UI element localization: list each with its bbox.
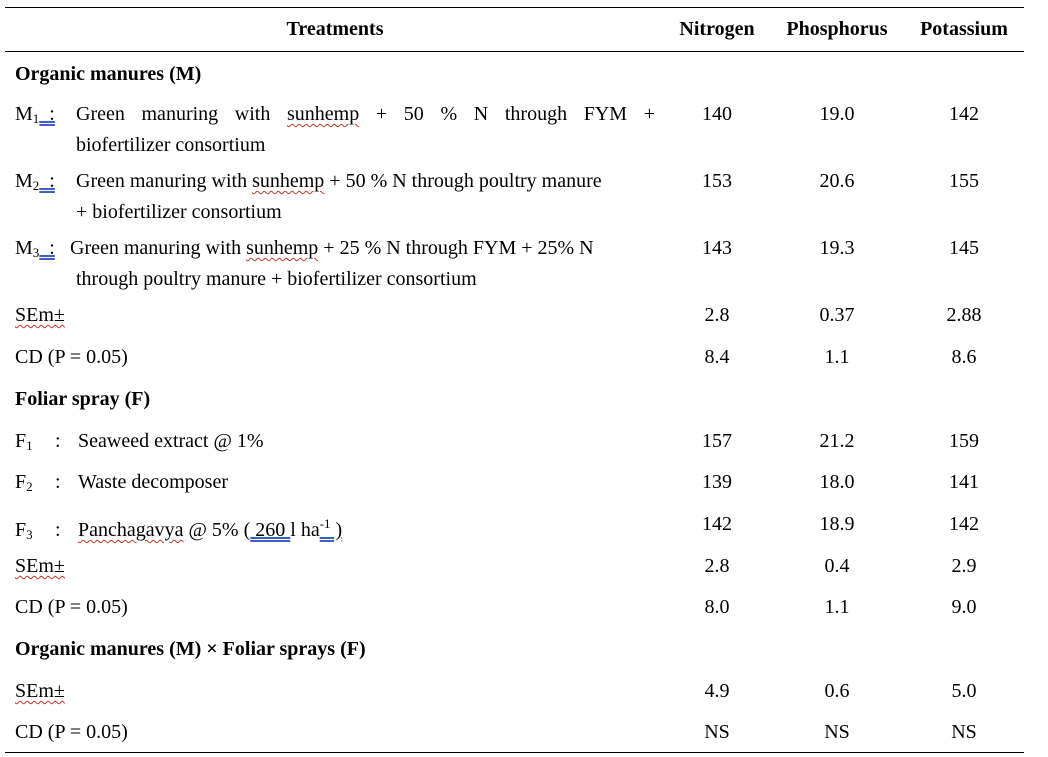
- sem-f-label: SEm±: [15, 555, 65, 577]
- f3-colon: :: [55, 519, 61, 541]
- treatment-f2: [15, 469, 655, 500]
- f3-dose: 260: [250, 519, 291, 541]
- sem-mf-nitrogen: 4.9: [704, 680, 730, 702]
- sem-mf-phosphorus: 0.6: [824, 680, 850, 702]
- f2-code: F: [15, 471, 27, 493]
- treatment-m2: [15, 168, 655, 225]
- m3-phosphorus: 19.3: [819, 237, 855, 259]
- cd-mf-nitrogen: NS: [704, 721, 730, 743]
- m3-line1: Green manuring with sunhemp + 25 % N through FYM + 25% N: [70, 237, 594, 259]
- f3-sup: -1: [319, 516, 331, 531]
- f2-potassium: 141: [949, 471, 979, 493]
- f3-close: ): [330, 519, 343, 541]
- sem-f-nitrogen: 2.8: [704, 555, 730, 577]
- header-potassium: Potassium: [920, 18, 1008, 40]
- sem-m-nitrogen: 2.8: [704, 304, 730, 326]
- f2-phosphorus: 18.0: [819, 471, 855, 493]
- sem-m-phosphorus: 0.37: [819, 304, 855, 326]
- m3-code: M: [15, 237, 33, 259]
- m1-sub: 1: [32, 111, 40, 126]
- cd-mf-label: CD (P = 0.05): [15, 721, 128, 743]
- sem-m-label: SEm±: [15, 304, 65, 326]
- header-phosphorus: Phosphorus: [786, 18, 888, 40]
- cd-m-potassium: 8.6: [951, 346, 977, 368]
- m2-potassium: 155: [949, 170, 979, 192]
- f1-nitrogen: 157: [702, 430, 732, 452]
- cd-f-potassium: 9.0: [951, 596, 977, 618]
- f1-sub: 1: [26, 438, 33, 453]
- f3-phosphorus: 18.9: [819, 513, 855, 535]
- header-treatments: Treatments: [286, 18, 384, 40]
- f2-colon: :: [55, 471, 61, 493]
- m2-code: M: [15, 170, 33, 192]
- cd-f-phosphorus: 1.1: [824, 596, 850, 618]
- top-rule: [5, 7, 1024, 8]
- cd-f-label: CD (P = 0.05): [15, 596, 128, 618]
- sem-f-phosphorus: 0.4: [824, 555, 850, 577]
- m1-nitrogen: 140: [702, 103, 732, 125]
- f1-potassium: 159: [949, 430, 979, 452]
- treatment-m3: [15, 235, 655, 292]
- section-title: Foliar spray (F): [15, 388, 151, 410]
- f2-nitrogen: 139: [702, 471, 732, 493]
- f2-desc: Waste decomposer: [78, 471, 228, 493]
- f3-code: F: [15, 519, 27, 541]
- m1-line1: Green manuring with sunhemp + 50 % N through FYM +: [76, 103, 655, 125]
- f3-nitrogen: 142: [702, 513, 732, 535]
- section-title: Organic manures (M) × Foliar sprays (F): [15, 638, 366, 660]
- m1-code: M: [15, 103, 33, 125]
- m2-sub: 2: [32, 178, 40, 193]
- m2-line1: Green manuring with sunhemp + 50 % N through poultry manure: [76, 170, 602, 192]
- f1-phosphorus: 21.2: [819, 430, 855, 452]
- m2-line2: + biofertilizer consortium: [76, 201, 282, 223]
- cd-mf-potassium: NS: [951, 721, 977, 743]
- cd-m-phosphorus: 1.1: [824, 346, 850, 368]
- header-rule: [5, 51, 1024, 52]
- m3-line2: through poultry manure + biofertilizer consortium: [76, 268, 477, 290]
- f1-code: F: [15, 430, 27, 452]
- sem-mf-potassium: 5.0: [951, 680, 977, 702]
- sem-f-potassium: 2.9: [951, 555, 977, 577]
- m1-line2: biofertilizer consortium: [76, 134, 266, 156]
- m2-phosphorus: 20.6: [819, 170, 855, 192]
- treatment-m1: [15, 101, 655, 158]
- cd-mf-phosphorus: NS: [824, 721, 850, 743]
- f1-desc: Seaweed extract @ 1%: [78, 430, 264, 452]
- cd-f-nitrogen: 8.0: [704, 596, 730, 618]
- f3-desc-mid: @ 5% (: [183, 519, 251, 541]
- m3-colon: :: [49, 237, 55, 259]
- m3-potassium: 145: [949, 237, 979, 259]
- section-title: Organic manures (M): [15, 63, 202, 85]
- cd-m-nitrogen: 8.4: [704, 346, 730, 368]
- sem-m-potassium: 2.88: [946, 304, 982, 326]
- f3-potassium: 142: [949, 513, 979, 535]
- sem-mf-label: SEm±: [15, 680, 65, 702]
- f2-sub: 2: [26, 479, 33, 494]
- m1-potassium: 142: [949, 103, 979, 125]
- f3-word: Panchagavya: [78, 519, 184, 541]
- m1-colon: :: [49, 103, 55, 125]
- m3-nitrogen: 143: [702, 237, 732, 259]
- treatment-f1: [15, 428, 655, 459]
- f3-sub: 3: [26, 527, 33, 542]
- m1-phosphorus: 19.0: [819, 103, 855, 125]
- m2-nitrogen: 153: [702, 170, 732, 192]
- m2-colon: :: [49, 170, 55, 192]
- header-nitrogen: Nitrogen: [679, 18, 755, 40]
- treatment-f3: [15, 511, 655, 548]
- cd-m-label: CD (P = 0.05): [15, 346, 128, 368]
- m3-sub: 3: [32, 245, 40, 260]
- f1-colon: :: [55, 430, 61, 452]
- f3-unit: l ha: [290, 519, 320, 541]
- bottom-rule: [5, 752, 1024, 753]
